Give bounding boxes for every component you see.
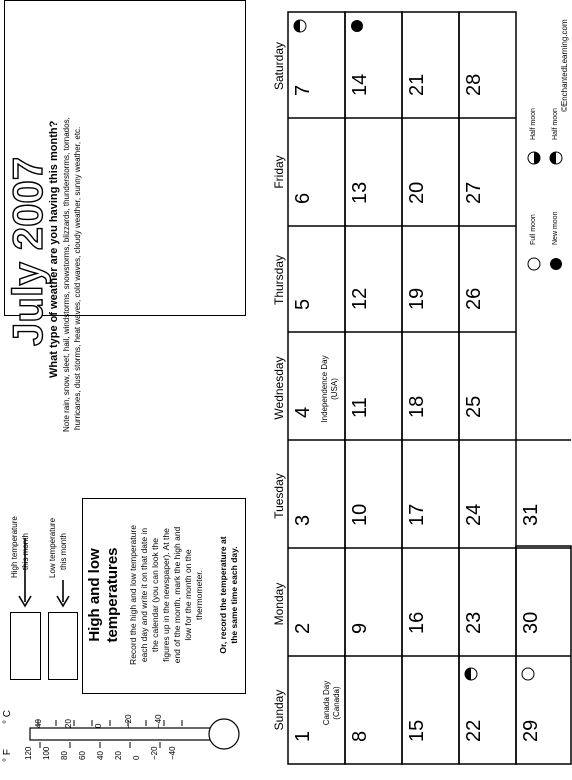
f-tick-20: 20 bbox=[114, 751, 123, 760]
legend-full-moon: Full moon bbox=[530, 214, 537, 245]
instructions-title-1: High and low bbox=[86, 548, 103, 642]
day-27[interactable]: 27 bbox=[463, 181, 485, 204]
instructions-line-5: end of the month, mark the high and bbox=[172, 526, 182, 664]
title-july-2007: July 2007 bbox=[4, 156, 51, 346]
instructions-bold-2: the same time each day. bbox=[229, 546, 239, 644]
f-tick-120: 120 bbox=[24, 746, 33, 760]
credit-text: ©EnchantedLearning.com bbox=[560, 19, 569, 112]
high-temp-label-2: this month bbox=[21, 533, 30, 570]
day-23[interactable]: 23 bbox=[463, 611, 485, 634]
weather-question-text: What type of weather are you having this month? bbox=[48, 120, 60, 378]
weekday-wednesday-label: Wednesday bbox=[272, 356, 286, 420]
f-tick-0: 0 bbox=[132, 755, 141, 760]
day-3[interactable]: 3 bbox=[292, 514, 314, 526]
canada-day-line-2: (Canada) bbox=[332, 686, 341, 720]
c-unit-label: ° C bbox=[2, 710, 13, 724]
high-temp-label-1: High temperature bbox=[10, 516, 19, 578]
half-moon-icon bbox=[528, 152, 540, 164]
day-5[interactable]: 5 bbox=[292, 298, 314, 310]
legend-half-moon-2: Half moon bbox=[552, 108, 559, 140]
c-tick-0: 0 bbox=[94, 723, 103, 728]
day-11[interactable]: 11 bbox=[349, 397, 371, 418]
c-tick-minus40: −40 bbox=[154, 714, 163, 728]
instructions-bold-1: Or, record the temperature at bbox=[218, 536, 228, 654]
c-tick-40: 40 bbox=[34, 719, 43, 728]
day-31[interactable]: 31 bbox=[520, 503, 542, 526]
day-22[interactable]: 22 bbox=[463, 719, 485, 742]
day-13[interactable]: 13 bbox=[349, 181, 371, 204]
low-down-arrow-icon bbox=[57, 580, 69, 606]
weekday-monday-label: Monday bbox=[272, 582, 286, 626]
day-17[interactable]: 17 bbox=[406, 503, 428, 526]
half-moon-icon bbox=[550, 152, 562, 164]
thermometer-tube bbox=[0, 700, 250, 780]
day-14[interactable]: 14 bbox=[349, 73, 371, 96]
day-1[interactable]: 1 bbox=[292, 730, 314, 742]
day-9[interactable]: 9 bbox=[349, 622, 371, 634]
weekday-thursday-label: Thursday bbox=[272, 254, 286, 306]
day-10[interactable]: 10 bbox=[349, 503, 371, 526]
day-21[interactable]: 21 bbox=[406, 73, 428, 96]
instructions-line-6: low for the month on the bbox=[183, 549, 193, 641]
instructions-title-2: temperatures bbox=[104, 547, 121, 643]
weekday-sunday-label: Sunday bbox=[272, 689, 286, 731]
day-20[interactable]: 20 bbox=[406, 181, 428, 204]
day-15[interactable]: 15 bbox=[406, 719, 428, 742]
day-8[interactable]: 8 bbox=[349, 730, 371, 742]
instructions-line-1: Record the high and low temperature bbox=[128, 525, 138, 665]
weekday-friday-label: Friday bbox=[272, 155, 286, 189]
weekday-tuesday-label: Tuesday bbox=[272, 473, 286, 519]
f-tick-minus20: −20 bbox=[150, 746, 159, 760]
new-moon-icon bbox=[550, 258, 562, 270]
day-4[interactable]: 4 bbox=[292, 406, 314, 418]
c-tick-minus20: −20 bbox=[124, 714, 133, 728]
f-tick-minus40: −40 bbox=[168, 746, 177, 760]
legend-half-moon-1: Half moon bbox=[530, 108, 537, 140]
low-temp-label-1: Low temperature bbox=[48, 517, 57, 578]
f-tick-60: 60 bbox=[78, 751, 87, 760]
day-16[interactable]: 16 bbox=[406, 611, 428, 634]
day-2[interactable]: 2 bbox=[292, 622, 314, 634]
f-tick-40: 40 bbox=[96, 751, 105, 760]
f-unit-label: ° F bbox=[2, 749, 13, 762]
independence-day-line-1: Independence Day bbox=[320, 355, 329, 423]
weather-examples-line-1: Note rain, snow, sleet, hail, windstorms, snowstorms, blizzards, thunderstorms, tornados, bbox=[62, 117, 71, 432]
low-temp-label-2: this month bbox=[59, 533, 68, 570]
instructions-line-4: figures up in the newspaper). At the bbox=[161, 528, 171, 662]
day-24[interactable]: 24 bbox=[463, 503, 485, 526]
day-26[interactable]: 26 bbox=[463, 287, 485, 310]
weather-examples-line-2: hurricanes, dust storms, heat waves, cold waves, cloudy weather, sunny weather, etc. bbox=[73, 126, 82, 430]
high-temp-box[interactable] bbox=[10, 612, 41, 680]
legend-new-moon: New moon bbox=[552, 211, 559, 245]
instructions-line-3: the calendar (you can look the bbox=[150, 538, 160, 652]
day-7[interactable]: 7 bbox=[292, 84, 314, 96]
day-6[interactable]: 6 bbox=[292, 192, 314, 204]
day-18[interactable]: 18 bbox=[406, 395, 428, 418]
independence-day-line-2: (USA) bbox=[330, 378, 339, 400]
day-30[interactable]: 30 bbox=[520, 611, 542, 634]
f-tick-100: 100 bbox=[42, 746, 51, 760]
canada-day-line-1: Canada Day bbox=[322, 680, 331, 726]
day-25[interactable]: 25 bbox=[463, 395, 485, 418]
instructions-line-2: each day and write it on that date in bbox=[139, 527, 149, 663]
instructions-line-7: thermometer. bbox=[194, 569, 204, 621]
day-12[interactable]: 12 bbox=[349, 287, 371, 310]
f-tick-80: 80 bbox=[60, 751, 69, 760]
day-28[interactable]: 28 bbox=[463, 73, 485, 96]
day-29[interactable]: 29 bbox=[520, 719, 542, 742]
day-19[interactable]: 19 bbox=[406, 287, 428, 310]
low-temp-box[interactable] bbox=[48, 612, 78, 680]
c-tick-20: 20 bbox=[64, 719, 73, 728]
weekday-saturday-label: Saturday bbox=[272, 41, 286, 91]
full-moon-icon bbox=[528, 258, 540, 270]
